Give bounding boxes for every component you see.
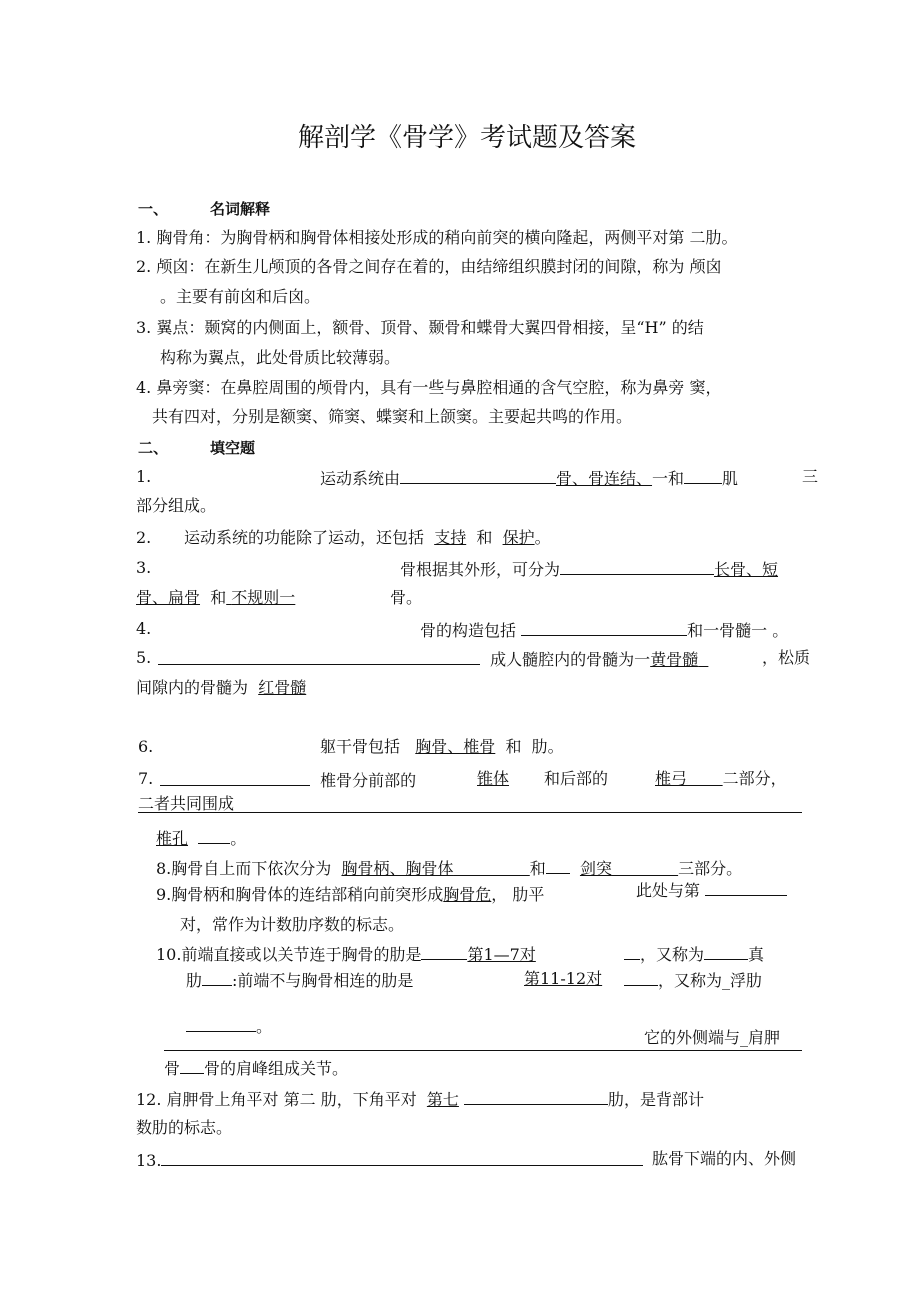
section-heading: 名词解释 bbox=[210, 200, 271, 218]
answer: 胸骨、椎骨 bbox=[415, 737, 496, 756]
section-number: 二、 bbox=[138, 439, 169, 457]
definition-3: 3. 翼点：颞窝的内侧面上，额骨、顶骨、颞骨和蝶骨大翼四骨相接，呈“H” 的结 bbox=[136, 318, 704, 337]
answer: 椎弓 bbox=[655, 769, 688, 788]
question-3-cont: 骨、扁骨 和 不规则一 bbox=[136, 588, 296, 607]
section-heading: 填空题 bbox=[210, 439, 256, 457]
answer: 黄骨髓 bbox=[650, 650, 699, 669]
question-9-cont: 对，常作为计数肋序数的标志。 bbox=[180, 915, 405, 934]
question-11-cont: 骨 骨的肩峰组成关节。 bbox=[164, 1056, 348, 1080]
section-number: 一、 bbox=[138, 200, 169, 218]
answer: 保护 bbox=[502, 528, 535, 547]
question-10-cont2: ，又称为_浮肋 bbox=[624, 968, 762, 992]
question-7-mid: 和后部的 bbox=[544, 769, 609, 788]
answer: 长骨、短 bbox=[714, 560, 779, 579]
question-7-cont2: 椎孔 。 bbox=[156, 826, 246, 850]
question-12: 12. 肩胛骨上角平对 第二 肋，下角平对 第七 肋，是背部计 bbox=[136, 1087, 704, 1111]
definition-3-cont: 构称为翼点，此处骨质比较薄弱。 bbox=[160, 348, 401, 367]
answer: 红骨髓 bbox=[258, 678, 307, 697]
question-2: 运动系统的功能除了运动，还包括 支持 和 保护。 bbox=[184, 528, 551, 547]
answer: 第七 bbox=[426, 1090, 459, 1109]
question-number: 1. bbox=[136, 467, 152, 486]
definition-4-cont: 共有四对，分别是额窦、筛窦、蝶窦和上颌窦。主要起共鸣的作用。 bbox=[152, 407, 633, 426]
question-3-tail: 骨。 bbox=[390, 588, 423, 607]
definition-2: 2. 颅囟：在新生儿颅顶的各骨之间存在着的，由结缔组织膜封闭的间隙，称为 颅囟 bbox=[136, 257, 722, 276]
question-number: 7. bbox=[138, 769, 154, 788]
answer-line bbox=[138, 812, 802, 813]
definition-2-cont: 。主要有前囟和后囟。 bbox=[160, 287, 321, 306]
definition-4: 4. 鼻旁窦：在鼻腔周围的颅骨内，具有一些与鼻腔相通的含气空腔，称为鼻旁 窦， bbox=[136, 378, 722, 397]
question-1-cont: 部分组成。 bbox=[136, 496, 217, 515]
question-7-cont: 二者共同围成 bbox=[138, 794, 235, 813]
question-number: 2. bbox=[136, 528, 152, 547]
question-number: 5. bbox=[136, 648, 152, 667]
answer: 椎孔 bbox=[156, 829, 189, 848]
question-12-cont: 数肋的标志。 bbox=[136, 1118, 233, 1137]
answer: 骨、扁骨 bbox=[136, 588, 201, 607]
question-5-tail: ，松质 bbox=[762, 648, 811, 667]
question-13: 13. bbox=[136, 1148, 643, 1172]
answer: 锥体 bbox=[477, 769, 510, 788]
question-3: 骨根据其外形，可分为 长骨、短 bbox=[400, 557, 778, 581]
question-1-tail: 三 bbox=[802, 467, 819, 486]
question-10: 10.前端直接或以关节连于胸骨的肋是 第1—7对 bbox=[156, 942, 536, 966]
definition-1: 1. 胸骨角：为胸骨柄和胸骨体相接处形成的稍向前突的横向隆起，两侧平对第 二肋。 bbox=[136, 228, 738, 247]
answer: 胸骨危 bbox=[443, 885, 492, 904]
question-number: 6. bbox=[138, 737, 154, 756]
answer: 胸骨柄、胸骨体 bbox=[341, 859, 454, 878]
question-4: 骨的构造包括 和一骨髓一 。 bbox=[420, 618, 788, 642]
question-5-cont: 间隙内的骨髓为 红骨髓 bbox=[136, 678, 307, 697]
question-10-tail: ，又称为 真 bbox=[624, 942, 764, 966]
answer: 支持 bbox=[434, 528, 467, 547]
answer: 剑突 bbox=[579, 859, 612, 878]
question-6: 躯干骨包括 胸骨、椎骨 和 肋。 bbox=[320, 737, 564, 756]
question-10-cont: 肋 :前端不与胸骨相连的肋是 bbox=[186, 968, 413, 992]
answer-line bbox=[164, 1050, 802, 1051]
question-13-tail: 肱骨下端的内、外侧 bbox=[652, 1149, 797, 1168]
answer: 骨、骨连结、 bbox=[556, 469, 653, 488]
question-10-cont3: 。 bbox=[186, 1014, 272, 1038]
question-number: 4. bbox=[136, 619, 152, 638]
question-5: 成人髓腔内的骨髓为一黄骨髓 bbox=[158, 647, 708, 671]
question-9: 9.胸骨柄和胸骨体的连结部稍向前突形成胸骨危， 肋平 bbox=[156, 885, 545, 904]
question-7-tail: 椎弓 二部分， bbox=[655, 769, 787, 788]
question-8: 8.胸骨自上而下依次分为 胸骨柄、胸骨体 和 剑突 三部分。 bbox=[156, 856, 742, 880]
answer: 不规则一 bbox=[231, 588, 296, 607]
question-7: 椎骨分前部的 bbox=[160, 768, 416, 792]
question-11-right: 它的外侧端与_肩胛 bbox=[644, 1028, 781, 1047]
question-number: 3. bbox=[136, 558, 152, 577]
page-title: 解剖学《骨学》考试题及答案 bbox=[298, 123, 637, 153]
question-9-right: 此处与第 bbox=[636, 878, 787, 902]
answer: 第1—7对 bbox=[467, 945, 536, 964]
question-1: 运动系统由 骨、骨连结、一和 肌 bbox=[320, 466, 738, 490]
answer: 第11-12对 bbox=[524, 969, 603, 988]
